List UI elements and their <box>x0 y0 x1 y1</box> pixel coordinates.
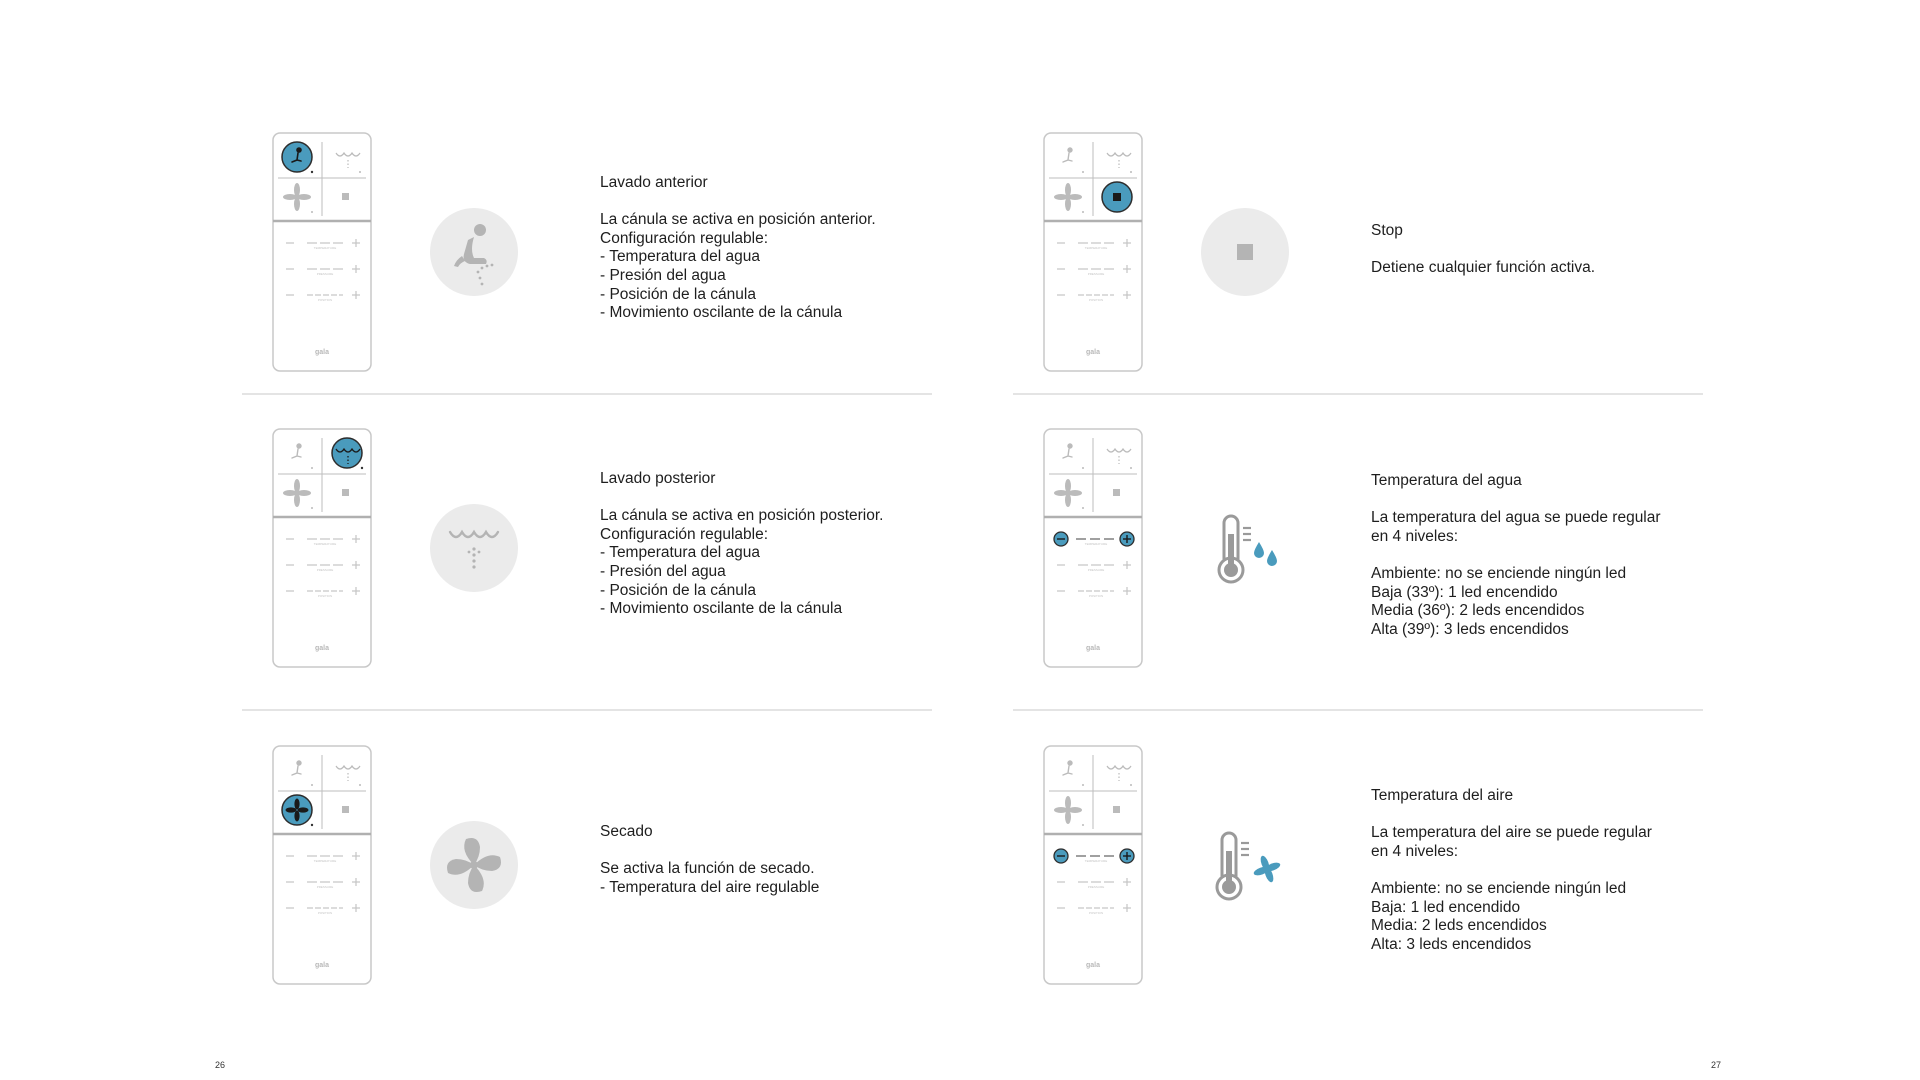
section-stop <box>1013 132 1703 422</box>
svg-text:POSITION: POSITION <box>1088 911 1104 915</box>
section-lavado-posterior <box>242 428 932 718</box>
description-line: - Temperatura del agua <box>600 248 760 266</box>
remote-temperature-active <box>1043 428 1143 668</box>
divider <box>1013 393 1703 395</box>
description-line: - Movimiento oscilante de la cánula <box>600 600 843 618</box>
section-title: Secado <box>600 823 653 840</box>
svg-text:gala: gala <box>1085 349 1101 356</box>
svg-text:PRESSURE: PRESSURE <box>1087 272 1105 276</box>
svg-text:gala: gala <box>1085 962 1101 969</box>
description-line: Configuración regulable: <box>600 229 769 247</box>
description-line: Ambiente: no se enciende ningún led <box>1371 879 1627 897</box>
section-title: Temperatura del aire <box>1371 787 1514 804</box>
description <box>1371 787 1701 954</box>
svg-text:PRESSURE: PRESSURE <box>1087 568 1105 572</box>
description-line: La cánula se activa en posición posterior. <box>600 507 884 525</box>
description-line: en 4 niveles: <box>1371 527 1459 545</box>
section-title: Stop <box>1371 222 1403 239</box>
remote-control <box>272 132 372 372</box>
svg-text:TEMPERATURE: TEMPERATURE <box>313 246 337 250</box>
description-line: Detiene cualquier función activa. <box>1371 259 1596 277</box>
section-title: Lavado anterior <box>600 174 708 191</box>
section-secado <box>242 745 932 1035</box>
description-line: Ambiente: no se enciende ningún led <box>1371 564 1627 582</box>
section-temperatura-aire <box>1013 745 1703 1035</box>
divider <box>242 393 932 395</box>
svg-text:POSITION: POSITION <box>317 594 333 598</box>
divider <box>242 709 932 711</box>
svg-text:POSITION: POSITION <box>1088 298 1104 302</box>
description-line: Configuración regulable: <box>600 525 769 543</box>
rear-wash-button[interactable] <box>332 438 362 468</box>
page-number: 26 <box>215 1060 226 1070</box>
description-line: Media: 2 leds encendidos <box>1371 917 1547 935</box>
description-line: en 4 niveles: <box>1371 842 1459 860</box>
remote-control <box>1043 745 1143 985</box>
description-line: La cánula se activa en posición anterior. <box>600 211 876 229</box>
svg-text:POSITION: POSITION <box>1088 594 1104 598</box>
thermometer-icon <box>1219 516 1243 582</box>
description-line: - Posición de la cánula <box>600 581 756 599</box>
section-temperatura-agua <box>1013 428 1703 718</box>
page-number: 27 <box>1711 1060 1722 1070</box>
fan-icon <box>1253 855 1282 884</box>
water-temperature-icon <box>1201 504 1289 592</box>
svg-text:TEMPERATURE: TEMPERATURE <box>313 542 337 546</box>
stop-icon <box>1201 208 1289 296</box>
svg-text:TEMPERATURE: TEMPERATURE <box>313 859 337 863</box>
description-line: Media (36º): 2 leds encendidos <box>1371 602 1585 620</box>
description-line: La temperatura del agua se puede regular <box>1371 509 1661 527</box>
svg-text:PRESSURE: PRESSURE <box>316 885 334 889</box>
svg-text:TEMPERATURE: TEMPERATURE <box>1084 859 1108 863</box>
section-title: Lavado posterior <box>600 470 716 487</box>
description-line: - Temperatura del aire regulable <box>600 878 820 896</box>
description <box>1371 222 1701 278</box>
description-line: Alta: 3 leds encendidos <box>1371 935 1532 953</box>
description-line: - Temperatura del agua <box>600 544 760 562</box>
description-line: Se activa la función de secado. <box>600 860 815 878</box>
svg-text:gala: gala <box>314 962 330 969</box>
svg-text:gala: gala <box>1085 645 1101 652</box>
description-line: Baja: 1 led encendido <box>1371 898 1521 916</box>
svg-text:TEMPERATURE: TEMPERATURE <box>1084 246 1108 250</box>
brand-logo: gala <box>314 349 330 356</box>
remote-control <box>1043 428 1143 668</box>
divider <box>1013 709 1703 711</box>
remote-stop-active <box>1043 132 1143 372</box>
svg-text:PRESSURE: PRESSURE <box>316 568 334 572</box>
remote-control <box>1043 132 1143 372</box>
front-wash-icon <box>430 208 518 296</box>
svg-text:PRESSURE: PRESSURE <box>316 272 334 276</box>
svg-text:POSITION: POSITION <box>317 298 333 302</box>
remote-front-wash-active <box>272 132 372 372</box>
remote-control <box>272 745 372 985</box>
section-lavado-anterior <box>242 132 932 422</box>
description <box>600 174 930 323</box>
description <box>600 470 930 619</box>
description-line: - Presión del agua <box>600 266 726 284</box>
description-line: Alta (39º): 3 leds encendidos <box>1371 620 1569 638</box>
section-title: Temperatura del agua <box>1371 472 1522 489</box>
description-line: Baja (33º): 1 led encendido <box>1371 583 1558 601</box>
air-temperature-icon <box>1201 821 1289 909</box>
svg-text:PRESSURE: PRESSURE <box>1087 885 1105 889</box>
fan-icon <box>430 821 518 909</box>
water-drops-icon <box>1254 542 1277 566</box>
svg-text:TEMPERATURE: TEMPERATURE <box>1084 542 1108 546</box>
remote-control <box>272 428 372 668</box>
description-line: - Movimiento oscilante de la cánula <box>600 304 843 322</box>
remote-rear-wash-active <box>272 428 372 668</box>
description-line: - Presión del agua <box>600 562 726 580</box>
thermometer-icon <box>1217 833 1241 899</box>
description-line: La temperatura del aire se puede regular <box>1371 824 1652 842</box>
svg-text:gala: gala <box>314 645 330 652</box>
description-line: - Posición de la cánula <box>600 285 756 303</box>
description <box>1371 472 1701 639</box>
remote-dry-active <box>272 745 372 985</box>
remote-temperature-active <box>1043 745 1143 985</box>
rear-wash-icon <box>430 504 518 592</box>
svg-text:POSITION: POSITION <box>317 911 333 915</box>
description <box>600 823 930 897</box>
